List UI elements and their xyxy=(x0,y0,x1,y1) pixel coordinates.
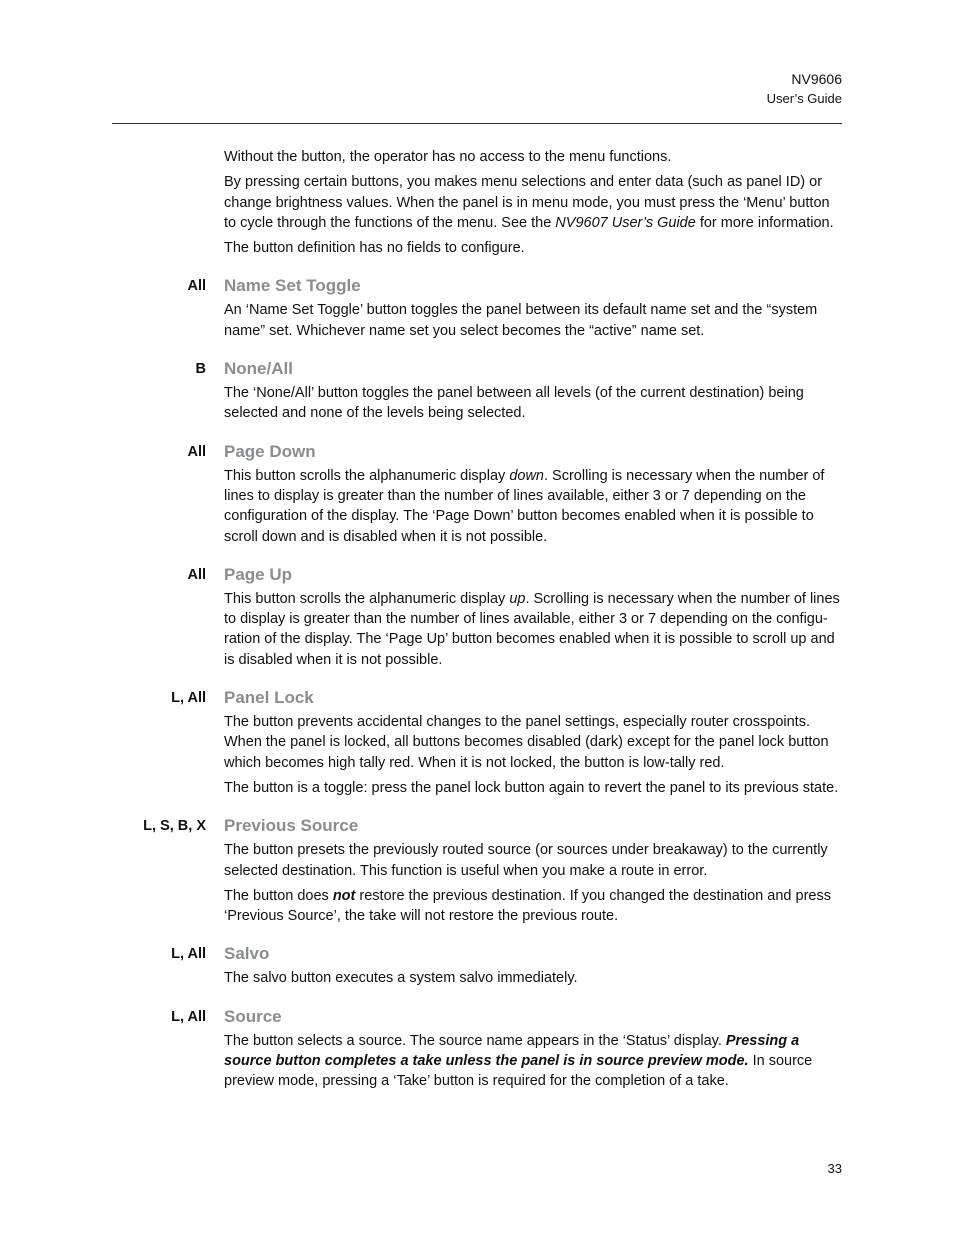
guide-name: User’s Guide xyxy=(766,91,842,106)
section-paragraph: The button selects a source. The source name appears in the ‘Status’ display. Pressing a source button completes a take unless the panel is in source preview mode. In source preview mode, pressing a ‘Take’ button is required for the completion of a take. xyxy=(224,1032,813,1090)
section-name-set-toggle xyxy=(187,274,844,341)
panel-type-tag: All xyxy=(187,566,206,583)
section-paragraph: The button is a toggle: press the panel lock button again to revert the panel to its previous state. xyxy=(224,779,839,796)
section-panel-lock xyxy=(171,686,844,798)
section-title: Salvo xyxy=(224,944,270,964)
section-paragraph: The button does not restore the previous destination. If you changed the destination and press ‘Previous Source’, the take will not restore the previous route. xyxy=(224,887,831,925)
section-paragraph: This button scrolls the alphanumeric display down. Scrolling is necessary when the number of lines to display is greater than the number of lines available, either 3 or 7 depending on the configuration of the display. The ‘Page Down’ button becomes enabled when it is possible to scroll down and is disabled when it is not possible. xyxy=(224,467,825,545)
page-header xyxy=(767,70,842,108)
section-title: Page Up xyxy=(224,564,293,584)
section-paragraph: The button prevents accidental changes to the panel settings, especially router crosspoints. When the panel is locked, all buttons becomes disabled (dark) except for the panel lock button which becomes high tally red. When it is not locked, the button is low-tally red. xyxy=(224,714,829,771)
header-rule xyxy=(112,123,842,124)
section-page-up xyxy=(187,563,844,670)
section-none-all xyxy=(195,357,844,424)
panel-type-tag: L, All xyxy=(171,1008,206,1025)
product-name: NV9606 xyxy=(791,71,842,87)
panel-type-tag: All xyxy=(187,443,206,460)
section-page-down xyxy=(187,440,844,547)
section-title: Previous Source xyxy=(224,816,359,836)
section-source xyxy=(171,1005,844,1092)
section-title: Name Set Toggle xyxy=(224,276,361,296)
page-body xyxy=(143,147,844,1097)
panel-type-tag: L, All xyxy=(171,690,206,707)
panel-type-tag: All xyxy=(187,278,206,295)
section-paragraph: The ‘None/All’ button toggles the panel between all levels (of the current destination) being selected and none of the levels being selected. xyxy=(224,385,804,422)
section-title: Panel Lock xyxy=(224,688,314,708)
panel-type-tag: L, S, B, X xyxy=(143,818,206,835)
section-salvo xyxy=(171,942,844,988)
section-previous-source xyxy=(143,814,844,926)
panel-type-tag: L, All xyxy=(171,946,206,963)
page-number: 33 xyxy=(827,1161,842,1176)
section-title: Source xyxy=(224,1006,282,1026)
section-paragraph: The salvo button executes a system salvo immediately. xyxy=(224,970,578,987)
section-paragraph: The button presets the previously routed source (or sources under breakaway) to the currently selected destination. This function is useful when you make a route in error. xyxy=(224,842,828,879)
guide-reference: NV9607 User’s Guide xyxy=(555,214,696,231)
intro-paragraph: The button definition has no fields to configure. xyxy=(224,240,525,257)
section-paragraph: An ‘Name Set Toggle’ button toggles the panel between its default name set and the “system name” set. Whichever name set you select becomes the “active” name set. xyxy=(224,302,818,339)
section-title: Page Down xyxy=(224,441,316,461)
panel-type-tag: B xyxy=(195,361,206,378)
section-title: None/All xyxy=(224,359,293,379)
section-paragraph: This button scrolls the alphanumeric display up. Scrolling is necessary when the number of lines to display is greater than the number of lines available, either 3 or 7 depending on the configuration of the display. The ‘Page Up’ button becomes enabled when it is possible to scroll up and is disabled when it is not possible. xyxy=(224,590,840,668)
intro-paragraph: Without the button, the operator has no access to the menu functions. xyxy=(224,149,672,165)
intro-paragraph: By pressing certain buttons, you makes menu selections and enter data (such as panel ID) or change brightness values. When the panel is in menu mode, you must press the ‘Menu’ button to cycle through the functions of the menu. See the NV9607 User’s Guide for more information. xyxy=(224,174,834,231)
